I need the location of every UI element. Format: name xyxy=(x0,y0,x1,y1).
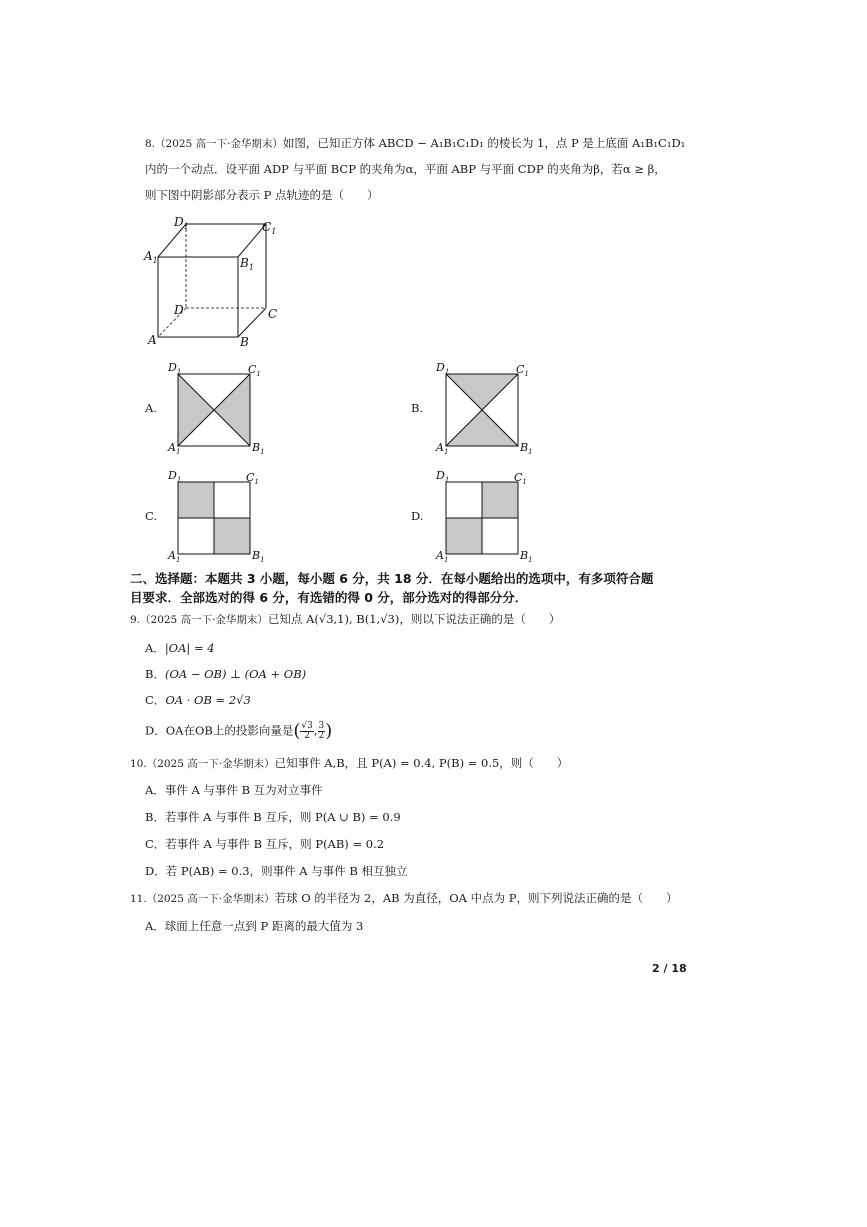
cube-label-C1: $C_1$ xyxy=(262,220,277,236)
q8-option-B-letter: B. xyxy=(411,401,424,415)
q8-option-A-figure xyxy=(166,358,266,454)
svg-text:B1: $B_1$ xyxy=(520,441,533,454)
q9-option-A-text: |OA| = 4 xyxy=(164,641,215,655)
q8-option-D-letter: D. xyxy=(411,509,424,523)
q11-option-A: A．球面上任意一点到 P 距离的最大值为 3 xyxy=(145,919,364,933)
q10-option-B: B．若事件 A 与事件 B 互斥，则 P(A ∪ B) = 0.9 xyxy=(145,810,401,824)
q9-option-B-letter: B． xyxy=(145,667,165,681)
svg-text:D1: $D_1$ xyxy=(168,469,182,484)
q8-line1 xyxy=(145,135,685,152)
cube-figure xyxy=(140,210,290,350)
svg-text:D1: $D_1$ xyxy=(168,361,182,376)
q10-option-D: D．若 P(AB) = 0.3，则事件 A 与事件 B 相互独立 xyxy=(145,864,408,878)
svg-text:D1: $D_1$ xyxy=(436,469,450,484)
svg-text:A1: $A_1$ xyxy=(436,549,449,562)
cube-label-D: D xyxy=(174,303,184,317)
page-number: 2 / 18 xyxy=(652,962,687,975)
svg-text:B1: $B_1$ xyxy=(252,549,265,562)
q10-line xyxy=(130,755,568,772)
q8-option-D-figure xyxy=(434,466,534,562)
q9-option-B xyxy=(145,666,306,682)
q8-option-B-figure xyxy=(434,358,534,454)
q11-stem: 若球 O 的半径为 2，AB 为直径，OA 中点为 P，则下列说法正确的是（ ） xyxy=(274,891,678,905)
section-2-heading-line2: 目要求．全部选对的得 6 分，有选错的得 0 分，部分选对的得部分分． xyxy=(130,590,528,605)
q9-option-D-letter: D． xyxy=(145,723,166,738)
q9-option-A-letter: A． xyxy=(145,641,165,655)
q8-source: 8.（2025 高一下·金华期末） xyxy=(145,138,283,150)
svg-text:C1: $C_1$ xyxy=(516,363,529,378)
q10-option-C: C．若事件 A 与事件 B 互斥，则 P(AB) = 0.2 xyxy=(145,837,385,851)
q8-option-C-letter: C. xyxy=(145,509,158,523)
svg-text:D1: $D_1$ xyxy=(436,361,450,376)
q11-source: 11.（2025 高一下·金华期末） xyxy=(130,893,275,905)
q8-option-C-figure xyxy=(166,466,266,562)
cube-label-C: C xyxy=(268,307,278,321)
q8-line3: 则下图中阴影部分表示 P 点轨迹的是（ ） xyxy=(145,188,379,202)
q9-fraction-2: $\frac{3}{2}$ xyxy=(318,721,325,741)
q9-fraction-1: $\frac{√3}{2}$ xyxy=(301,721,313,741)
q9-option-A xyxy=(145,640,215,656)
cube-label-D1: $D_1$ xyxy=(174,215,189,231)
svg-text:C1: $C_1$ xyxy=(514,471,527,486)
q9-stem: 已知点 A(√3,1), B(1,√3)，则以下说法正确的是（ ） xyxy=(267,612,561,626)
q8-line2: 内的一个动点．设平面 ADP 与平面 BCP 的夹角为α，平面 ABP 与平面 CDP 的夹角为β，若α ≥ β， xyxy=(145,162,666,176)
svg-text:C1: $C_1$ xyxy=(248,363,261,378)
svg-text:C1: $C_1$ xyxy=(246,471,259,486)
q8-stem-1: 如图，已知正方体 ABCD − A₁B₁C₁D₁ 的棱长为 1，点 P 是上底面 A₁B₁C₁D₁ xyxy=(282,136,686,150)
q9-option-C xyxy=(145,692,251,708)
q9-source: 9.（2025 高一下·金华期末） xyxy=(130,614,268,626)
cube-label-A1: $A_1$ xyxy=(144,249,158,265)
svg-text:A1: $A_1$ xyxy=(436,441,449,454)
q10-stem: 已知事件 A,B，且 P(A) = 0.4, P(B) = 0.5，则（ ） xyxy=(274,756,569,770)
q8-option-A-letter: A. xyxy=(145,401,157,415)
q10-option-A: A．事件 A 与事件 B 互为对立事件 xyxy=(145,783,323,797)
svg-text:B1: $B_1$ xyxy=(252,441,265,454)
q9-option-B-text: (OA − OB) ⊥ (OA + OB) xyxy=(164,667,307,681)
section-2-heading-line1: 二、选择题：本题共 3 小题，每小题 6 分，共 18 分．在每小题给出的选项中，有多项符合题 xyxy=(130,571,654,586)
svg-text:B1: $B_1$ xyxy=(520,549,533,562)
q11-line xyxy=(130,890,678,907)
q9-option-C-text: OA · OB = 2√3 xyxy=(165,693,251,707)
cube-label-A: A xyxy=(148,333,157,347)
q9-option-D-text: OA在OB上的投影向量是 xyxy=(165,723,294,738)
svg-text:A1: $A_1$ xyxy=(168,441,181,454)
q9-option-C-letter: C． xyxy=(145,693,166,707)
q9-option-D: D．OA在OB上的投影向量是( $\frac{√3}{2}$ , $\frac{3}{2}$ ) xyxy=(145,720,333,742)
cube-label-B: B xyxy=(240,335,249,349)
svg-text:A1: $A_1$ xyxy=(168,549,181,562)
q9-line xyxy=(130,611,560,628)
cube-label-B1: $B_1$ xyxy=(240,256,254,272)
q10-source: 10.（2025 高一下·金华期末） xyxy=(130,758,275,770)
